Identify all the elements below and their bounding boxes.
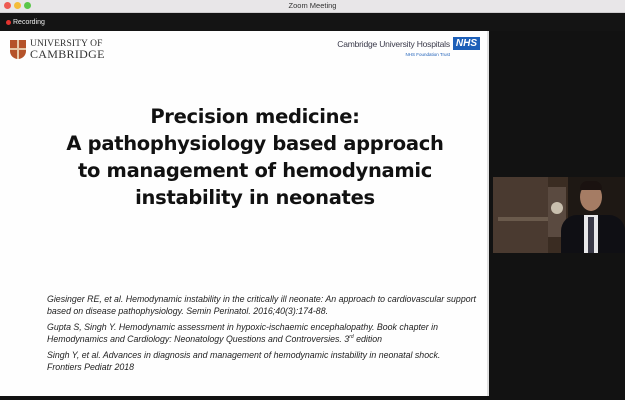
hospital-subtitle: NHS Foundation Trust — [405, 52, 450, 57]
recording-icon — [6, 20, 11, 25]
university-logo-line2: CAMBRIDGE — [30, 47, 105, 61]
reference-item — [47, 321, 477, 345]
recording-indicator[interactable] — [6, 17, 45, 27]
cambridge-hospitals-logo — [337, 37, 480, 57]
title-line: A pathophysiology based approach — [66, 132, 444, 155]
hospital-name: Cambridge University Hospitals — [337, 38, 450, 49]
title-line: to management of hemodynamic — [77, 159, 433, 182]
reference-text: Gupta S, Singh Y. Hemodynamic assessment in hypoxic-ischaemic encephalopathy. Book chapter in Hemodynamics and Cardiology: Neonatology Questions and Controversies. 3 — [47, 322, 439, 344]
university-logo-line1: UNIVERSITY OF — [30, 39, 103, 49]
nhs-badge: NHS — [453, 37, 480, 50]
cambridge-shield-icon — [10, 40, 26, 59]
reference-item: Singh Y, et al. Advances in diagnosis and management of hemodynamic instability in neonatal shock. Frontiers Pediatr 2018 — [47, 350, 441, 372]
title-line: instability in neonates — [135, 186, 375, 209]
participant-video-tile[interactable] — [493, 177, 625, 253]
recording-label: Recording — [13, 18, 45, 26]
window-titlebar — [0, 0, 625, 13]
slide-divider — [487, 31, 489, 396]
window-title: Zoom Meeting — [288, 1, 337, 10]
reference-text: edition — [353, 334, 383, 344]
slide-title — [40, 103, 470, 211]
reference-item: Giesinger RE, et al. Hemodynamic instability in the critically ill neonate: An approach to cardiovascular support based on disease pathophysiology. Semin Perinatol. 2016;40(3):174-88. — [47, 294, 476, 316]
university-of-cambridge-logo — [10, 39, 105, 59]
title-line: Precision medicine: — [150, 105, 360, 128]
references — [47, 293, 477, 377]
meeting-top-bar — [0, 13, 625, 31]
reference-superscript: rd — [349, 334, 354, 341]
shared-screen-slide — [0, 31, 487, 396]
